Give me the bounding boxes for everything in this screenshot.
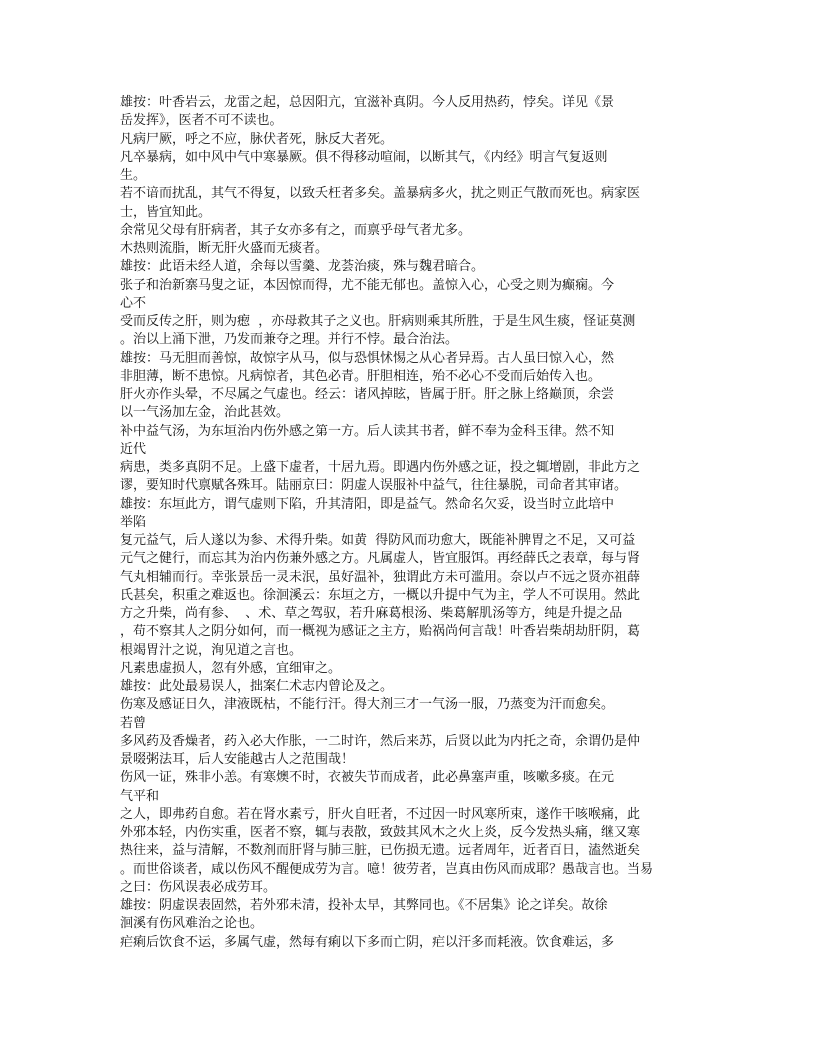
text-line: 肝火亦作头晕，不尽属之气虚也。经云：诸风掉眩，皆属于肝。肝之脉上络巅顶，余尝	[120, 387, 615, 402]
text-line: ，苟不察其人之阴分如何，而一概视为感证之主方，贻祸尚何言哉！叶香岩柴胡劫肝阴，葛	[120, 624, 641, 640]
text-line: 谬，要知时代禀赋各殊耳。陆丽京曰：阴虚人误服补中益气，往往暴脱，司命者其审诸。	[120, 478, 628, 494]
text-line: 。而世俗谈者，咸以伤风不醒便成劳为言。噫！彼劳者，岂真由伤风而成耶？愚哉言也。当易	[120, 861, 654, 877]
text-line: 雄按：阴虚误表固然，若外邪未清，投补太早，其弊同也。《不居集》论之详矣。故徐	[120, 898, 608, 913]
text-line: 气丸相辅而行。幸张景岳一灵未泯，虽好温补，独谓此方未可滥用。奈以卢不远之贤亦祖薛	[120, 569, 641, 585]
text-line: 岳发挥》，医者不可不读也。	[120, 113, 283, 129]
text-line: 余常见父母有肝病者，其子女亦多有之，而禀乎母气者尤多。	[120, 222, 472, 238]
text-line	[120, 952, 696, 970]
text-line: 以一气汤加左金，治此甚效。	[120, 405, 290, 421]
text-line: 疟痢后饮食不运，多属气虚，然每有痢以下多而亡阴，疟以汗多而耗液。饮食难运，多	[120, 934, 615, 950]
text-line: 张子和治新寨马叟之证，本因惊而得，尤不能无郁也。盖惊入心，心受之则为癫痫。今	[120, 277, 615, 293]
text-line: 生。	[120, 168, 147, 183]
text-line: 洄溪有伤风难治之论也。	[120, 916, 264, 932]
text-line: 心不	[120, 295, 147, 311]
text-line: 之人，即弗药自愈。若在肾水素亏，肝火自旺者，不过因一时风寒所束，遂作干咳喉痛，此	[120, 806, 641, 822]
text-line: 木热则流脂，断无肝火盛而无痰者。	[120, 241, 329, 256]
text-line: 景啜粥法耳，后人安能越古人之范围哉！	[120, 752, 355, 767]
text-line: 外邪本轻，内伤实重，医者不察，辄与表散，致鼓其风木之火上炎，反今发热头痛，继又寒	[120, 825, 641, 840]
text-line: 雄按：马无胆而善惊，故惊字从马，似与恐惧怵惕之从心者异焉。古人虽曰惊入心，然	[120, 350, 615, 366]
text-line: 氏甚矣，积重之难返也。徐洄溪云：东垣之方，一概以升提中气为主，学人不可误用。然此	[120, 587, 641, 603]
text-line: 受而反传之肝，则为瘛 ，亦母救其子之义也。肝病则乘其所胜，于是生风生痰，怪证莫测	[120, 314, 636, 329]
text-line: 雄按：此语未经人道，余每以雪羹、龙荟治痰，殊与魏君暗合。	[120, 259, 485, 275]
text-line: 热往来，益与清解，不数剂而肝肾与肺三脏，已伤损无遗。远者周年，近者百日，溘然逝矣	[120, 843, 641, 859]
text-line: 补中益气汤，为东垣治内伤外感之第一方。后人读其书者，鲜不奉为金科玉律。然不知	[120, 423, 615, 439]
text-line: 之曰：伤风误表必成劳耳。	[120, 879, 277, 895]
text-line: 复元益气，后人遂以为参、术得升柴。如黄 得防风而功愈大，既能补脾胃之不足，又可益	[120, 533, 636, 548]
text-line: 病患，类多真阴不足。上盛下虚者，十居九焉。即遇内伤外感之证，投之辄增剧，非此方之	[120, 460, 641, 475]
text-line: 若曾	[120, 715, 147, 731]
text-line: 举陷	[120, 514, 147, 530]
text-line: 凡病尸厥，呼之不应，脉伏者死，脉反大者死。	[120, 131, 394, 147]
text-line: 气平和	[120, 788, 160, 804]
text-line: 。治以上涌下泄，乃发而兼夺之理。并行不悖。最合治法。	[120, 332, 459, 348]
text-line: 非胆薄，断不患惊。凡病惊者，其色必青。肝胆相连，殆不必心不受而后始传入也。	[120, 368, 602, 384]
text-line: 若不谙而扰乱，其气不得复，以致夭枉者多矣。盖暴病多火，扰之则正气散而死也。病家医	[120, 186, 641, 202]
text-line: 伤风一证，殊非小恙。有寒燠不时，衣被失节而成者，此必鼻塞声重，咳嗽多痰。在元	[120, 770, 615, 786]
text-line: 士，皆宜知此。	[120, 204, 212, 220]
text-line: 方之升柴，尚有参、 、术、草之驾驭，若升麻葛根汤、柴葛解肌汤等方，纯是升提之品	[120, 606, 623, 621]
text-line: 近代	[120, 441, 147, 457]
text-line: 伤寒及感证日久，津液既枯，不能行汗。得大剂三才一气汤一服，乃蒸变为汗而愈矣。	[120, 697, 615, 713]
text-line: 多风药及香燥者，药入必大作胀，一二时许，然后来苏，后贤以此为内托之奇，余谓仍是仲	[120, 733, 641, 749]
document-page	[120, 94, 696, 970]
text-line: 凡卒暴病，如中风中气中寒暴厥。俱不得移动喧闹，以断其气，《内经》明言气复返则	[120, 149, 608, 165]
text-line: 元气之健行，而忘其为治内伤兼外感之方。凡属虚人，皆宜服饵。再经薛氏之表章，每与肾	[120, 551, 641, 567]
text-line: 雄按：叶香岩云，龙雷之起，总因阳亢，宜滋补真阴。今人反用热药，悖矣。详见《景	[120, 95, 615, 110]
text-line: 根竭胃汁之说，洵见道之言也。	[120, 642, 303, 658]
text-line: 雄按：此处最易误人，拙案仁术志内曾论及之。	[120, 679, 394, 694]
text-line: 雄按：东垣此方，谓气虚则下陷，升其清阳，即是益气。然命名欠妥，设当时立此培中	[120, 496, 615, 512]
text-line: 凡素患虚损人，忽有外感，宜细审之。	[120, 660, 342, 676]
